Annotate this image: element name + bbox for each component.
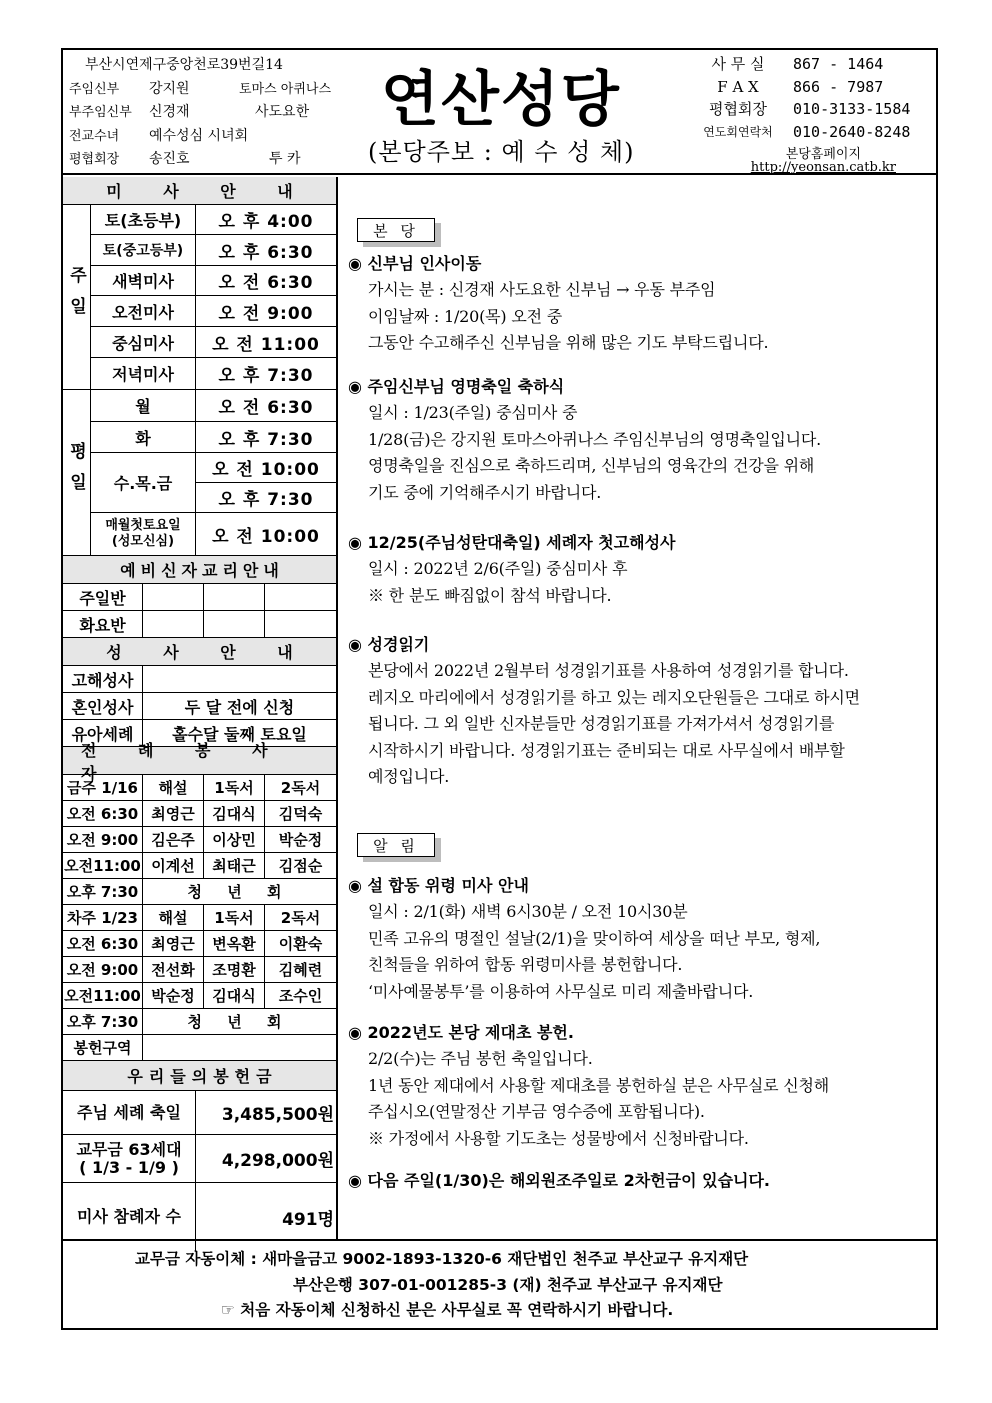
sacrament-row: 유아세례 홀수달 둘째 토요일 [63,720,336,747]
catechumen-row: 주일반 [63,584,336,611]
homepage-info [751,148,896,174]
weekday-mass-group [63,390,336,556]
staff-row: 부주임신부 신경재 사도요한 [69,104,310,120]
ministers-row: 오전 9:00 김은주 이상민 박순정 [63,827,336,853]
notice-item: ◉ 2022년도 본당 제대초 봉헌. 2/2(수)는 주님 봉헌 축일입니다. 1년 동안 제대에서 사용할 제대초를 봉헌하실 분은 사무실로 신청해 주십시오(연말정산 기부금 영수증에 포함됩니다). ※ 가정에서 사용할 기도초는 성물방에서 신청바랍니다. [348,1023,829,1148]
mass-row: 중심미사 오 전 11:00 [91,327,336,358]
footer-line: ☞ 처음 자동이체 신청하신 분은 사무실로 꼭 연락하시기 바랍니다. [221,1301,674,1319]
sunday-label: 주일 [63,205,91,389]
ministers-row: 오전11:00 이계선 최태근 김점순 [63,853,336,879]
catechumen-heading: 예비신자교리안내 [63,556,336,584]
ministers-header-row: 차주 1/23 해설 1독서 2독서 [63,905,336,931]
ministers-row: 오전11:00 박순정 김대식 조수인 [63,983,336,1009]
contact-info [683,53,933,143]
contact-row: F A X 866 - 7987 [717,77,884,96]
staff-row: 평협회장 송진호 투 카 [69,151,301,167]
mass-row: 저녁미사 오 후 7:30 [91,358,336,389]
bulletin-subtitle: (본당주보 : 예 수 성 체) [368,138,635,166]
bank-transfer-footer [63,1239,936,1328]
sacrament-heading: 성 사 안 내 [63,638,336,666]
offering-row: 주님 세례 축일 3,485,500원 [63,1091,336,1135]
contact-row: 연도회연락처 010-2640-8248 [703,122,911,141]
staff-row: 주임신부 강지원 토마스 아퀴나스 [69,80,332,97]
ministers-row: 오전 6:30 최영근 변옥환 이환숙 [63,931,336,957]
offering-area-row: 봉헌구역 [63,1035,336,1061]
offering-row: 교무금 63세대 ( 1/3 - 1/9 ) 4,298,000원 [63,1135,336,1183]
ministers-row: 오전 9:00 전선화 조명환 김혜련 [63,957,336,983]
offering-row: 미사 참례자 수 491명 [63,1183,336,1251]
mass-row: 화 오 후 7:30 [91,422,336,453]
catechumen-row: 화요반 [63,611,336,638]
left-column [63,177,338,1239]
bulletin-title: 연산성당 [381,65,621,135]
mass-row: 오전미사 오 전 9:00 [91,296,336,327]
right-column [340,177,936,1239]
footer-line: 부산은행 307-01-001285-3 (재) 천주교 부산교구 유지재단 [293,1276,723,1294]
footer-line: 교무금 자동이체 : 새마을금고 9002-1893-1320-6 재단법인 천주교 부산교구 유지재단 [135,1250,749,1268]
mass-row: 토(초등부) 오 후 4:00 [91,205,336,235]
homepage-link[interactable]: http://yeonsan.catb.kr [750,160,896,175]
mass-row: 토(중고등부) 오 후 6:30 [91,235,336,266]
mass-row: 월 오 전 6:30 [91,390,336,422]
staff-row: 전교수녀 예수성심 시녀회 [69,127,249,144]
ministers-row: 오전 6:30 최영근 김대식 김덕숙 [63,801,336,827]
weekday-label: 평일 [63,390,91,555]
bulletin-page [61,48,938,1330]
mass-row: 매월첫토요일 (성모신심) 오 전 10:00 [91,513,336,555]
notice-item: ◉ 12/25(주님성탄대축일) 세례자 첫고해성사 일시 : 2022년 2/6(주일) 중심미사 후 ※ 한 분도 빠짐없이 참석 바랍니다. [348,533,676,605]
notice-item: ◉ 다음 주일(1/30)은 해외원조주일로 2차헌금이 있습니다. [348,1171,771,1190]
ministers-evening-row: 오후 7:30 청 년 회 [63,879,336,905]
mass-heading: 미 사 안 내 [63,177,336,205]
parish-tag: 본 당 [357,218,435,242]
notice-tag: 알 림 [357,833,435,857]
contact-row: 평협회장 010-3133-1584 [709,100,911,118]
sacrament-row: 혼인성사 두 달 전에 신청 [63,693,336,720]
ministers-header-row: 금주 1/16 해설 1독서 2독서 [63,775,336,801]
notice-item: ◉ 주임신부님 영명축일 축하식 일시 : 1/23(주일) 중심미사 중 1/28(금)은 강지원 토마스아퀴나스 주임신부님의 영명축일입니다. 영명축일을 진심으로 축하드리며, 신부님의 영육간의 건강을 위해 기도 중에 기억해주시기 바랍니다. [348,377,822,502]
parish-info [69,54,369,172]
notice-item: ◉ 설 합동 위령 미사 안내 일시 : 2/1(화) 새벽 6시30분 / 오전 10시30분 민족 고유의 명절인 설날(2/1)을 맞이하여 세상을 떠난 부모, 형제, 친척들을 위하여 합동 위령미사를 봉헌합니다. ‘미사예물봉투’를 이용하여 사무실로 미리 제출바랍니다. [348,876,821,1001]
offering-heading: 우리들의봉헌금 [63,1061,336,1091]
parish-address: 부산시연제구중앙천로39번길14 [85,57,283,73]
notice-item: ◉ 신부님 인사이동 가시는 분 : 신경재 사도요한 신부님 → 우동 부주임 이임날짜 : 1/20(목) 오전 중 그동안 수고해주신 신부님을 위해 많은 기도 부탁드립니다. [348,254,769,352]
ministers-evening-row: 오후 7:30 청 년 회 [63,1009,336,1035]
sunday-mass-group [63,205,336,390]
bulletin-header [63,50,936,175]
sacrament-row: 고해성사 [63,666,336,693]
notice-item: ◉ 성경읽기 본당에서 2022년 2월부터 성경읽기표를 사용하여 성경읽기를 합니다. 레지오 마리에에서 성경읽기를 하고 있는 레지오단원들은 그대로 하시면 됩니다. 그 외 일반 신자분들만 성경읽기표를 가져가셔서 성경읽기를 시작하시기 바랍니다. 성경읽기표는 준비되는 대로 사무실에서 배부할 예정입니다. [348,635,860,786]
homepage-label: 본당홈페이지 [785,147,862,162]
contact-row: 사 무 실 867 - 1464 [711,55,884,73]
mass-row: 수.목.금 오 전 10:00 오 후 7:30 [91,453,336,513]
ministers-heading: 전 례 봉 사 자 [63,747,336,775]
mass-row: 새벽미사 오 전 6:30 [91,266,336,296]
